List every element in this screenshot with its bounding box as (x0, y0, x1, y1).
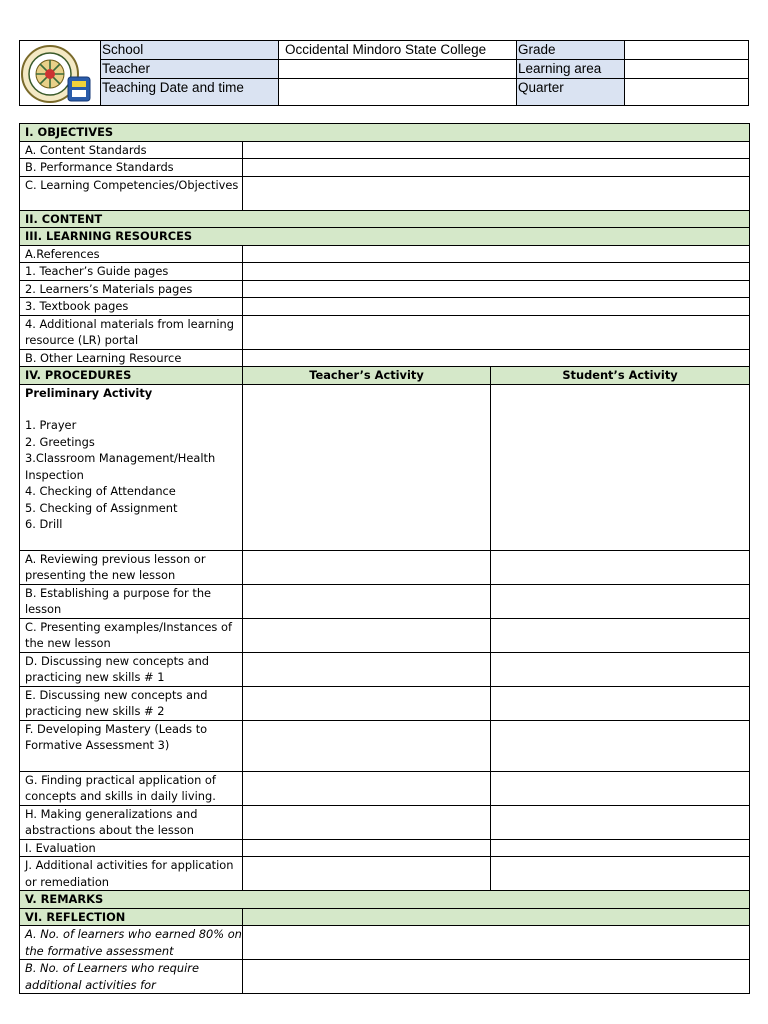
learning-competencies-field[interactable] (243, 176, 750, 210)
procedure-g-label: G. Finding practical application of concepts and skills in daily living. (20, 771, 243, 805)
other-resource-field[interactable] (243, 349, 750, 367)
procedure-c-student-field[interactable] (491, 618, 750, 652)
preliminary-activity-title: Preliminary Activity (25, 385, 153, 400)
teacher-label: Teacher (100, 60, 278, 79)
procedure-e-teacher-field[interactable] (243, 686, 491, 720)
section-learning-resources: III. LEARNING RESOURCES (20, 228, 750, 246)
preliminary-student-field[interactable] (491, 384, 750, 550)
other-resource-label: B. Other Learning Resource (20, 349, 243, 367)
logo-cell (20, 41, 100, 105)
section-remarks: V. REMARKS (20, 891, 750, 909)
procedure-i-student-field[interactable] (491, 839, 750, 857)
procedure-a-student-field[interactable] (491, 550, 750, 584)
procedure-h-label: H. Making generalizations and abstractions about the lesson (20, 805, 243, 839)
procedure-d-student-field[interactable] (491, 652, 750, 686)
content-standards-field[interactable] (243, 141, 750, 159)
school-label: School (100, 41, 278, 60)
procedure-h-student-field[interactable] (491, 805, 750, 839)
procedure-j-teacher-field[interactable] (243, 857, 491, 891)
procedure-j-label: J. Additional activities for application or remediation (20, 857, 243, 891)
procedure-f-teacher-field[interactable] (243, 720, 491, 771)
school-value: Occidental Mindoro State College (278, 41, 516, 60)
procedure-d-teacher-field[interactable] (243, 652, 491, 686)
section-objectives: I. OBJECTIVES (20, 124, 750, 142)
reflection-header-blank (243, 908, 750, 926)
references-label: A.References (20, 245, 243, 263)
teaching-date-value-field[interactable] (278, 79, 516, 105)
quarter-label: Quarter (516, 79, 624, 105)
textbook-pages-label: 3. Textbook pages (20, 298, 243, 316)
reflection-a-label: A. No. of learners who earned 80% on the formative assessment (20, 926, 243, 960)
preliminary-activity-cell (20, 384, 243, 550)
grade-label: Grade (516, 41, 624, 60)
procedure-d-label: D. Discussing new concepts and practicing new skills # 1 (20, 652, 243, 686)
header-table (19, 40, 749, 106)
college-seal-icon (20, 41, 100, 105)
additional-materials-label: 4. Additional materials from learning resource (LR) portal (20, 315, 243, 349)
procedure-a-label: A. Reviewing previous lesson or presenting the new lesson (20, 550, 243, 584)
procedure-i-teacher-field[interactable] (243, 839, 491, 857)
teaching-date-label: Teaching Date and time (100, 79, 278, 105)
procedure-b-student-field[interactable] (491, 584, 750, 618)
preliminary-activity-list: 1. Prayer 2. Greetings 3.Classroom Management/Health Inspection 4. Checking of Attendance 5. Checking of Assignment 6. Drill (25, 418, 216, 531)
quarter-value-field[interactable] (624, 79, 748, 105)
performance-standards-field[interactable] (243, 159, 750, 177)
teachers-guide-label: 1. Teacher’s Guide pages (20, 263, 243, 281)
procedure-f-label: F. Developing Mastery (Leads to Formative Assessment 3) (20, 720, 243, 771)
procedure-g-teacher-field[interactable] (243, 771, 491, 805)
preliminary-teacher-field[interactable] (243, 384, 491, 550)
teacher-activity-header: Teacher’s Activity (243, 367, 491, 385)
procedure-c-label: C. Presenting examples/Instances of the new lesson (20, 618, 243, 652)
reflection-b-field[interactable] (243, 960, 750, 994)
reflection-b-label: B. No. of Learners who require additional activities for (20, 960, 243, 994)
teacher-value-field[interactable] (278, 60, 516, 79)
procedure-c-teacher-field[interactable] (243, 618, 491, 652)
learning-competencies-label: C. Learning Competencies/Objectives (20, 176, 243, 210)
learners-materials-field[interactable] (243, 280, 750, 298)
textbook-pages-field[interactable] (243, 298, 750, 316)
additional-materials-field[interactable] (243, 315, 750, 349)
procedure-e-student-field[interactable] (491, 686, 750, 720)
section-content: II. CONTENT (20, 210, 750, 228)
references-field[interactable] (243, 245, 750, 263)
section-reflection: VI. REFLECTION (20, 908, 243, 926)
content-standards-label: A. Content Standards (20, 141, 243, 159)
performance-standards-label: B. Performance Standards (20, 159, 243, 177)
procedure-e-label: E. Discussing new concepts and practicing new skills # 2 (20, 686, 243, 720)
procedure-b-label: B. Establishing a purpose for the lesson (20, 584, 243, 618)
procedure-i-label: I. Evaluation (20, 839, 243, 857)
grade-value-field[interactable] (624, 41, 748, 60)
procedure-g-student-field[interactable] (491, 771, 750, 805)
reflection-a-field[interactable] (243, 926, 750, 960)
learning-area-value-field[interactable] (624, 60, 748, 79)
procedure-b-teacher-field[interactable] (243, 584, 491, 618)
procedure-h-teacher-field[interactable] (243, 805, 491, 839)
procedure-a-teacher-field[interactable] (243, 550, 491, 584)
lesson-plan-table (19, 123, 749, 994)
procedure-f-student-field[interactable] (491, 720, 750, 771)
student-activity-header: Student’s Activity (491, 367, 750, 385)
section-procedures: IV. PROCEDURES (20, 367, 243, 385)
learning-area-label: Learning area (516, 60, 624, 79)
procedure-j-student-field[interactable] (491, 857, 750, 891)
teachers-guide-field[interactable] (243, 263, 750, 281)
learners-materials-label: 2. Learners’s Materials pages (20, 280, 243, 298)
